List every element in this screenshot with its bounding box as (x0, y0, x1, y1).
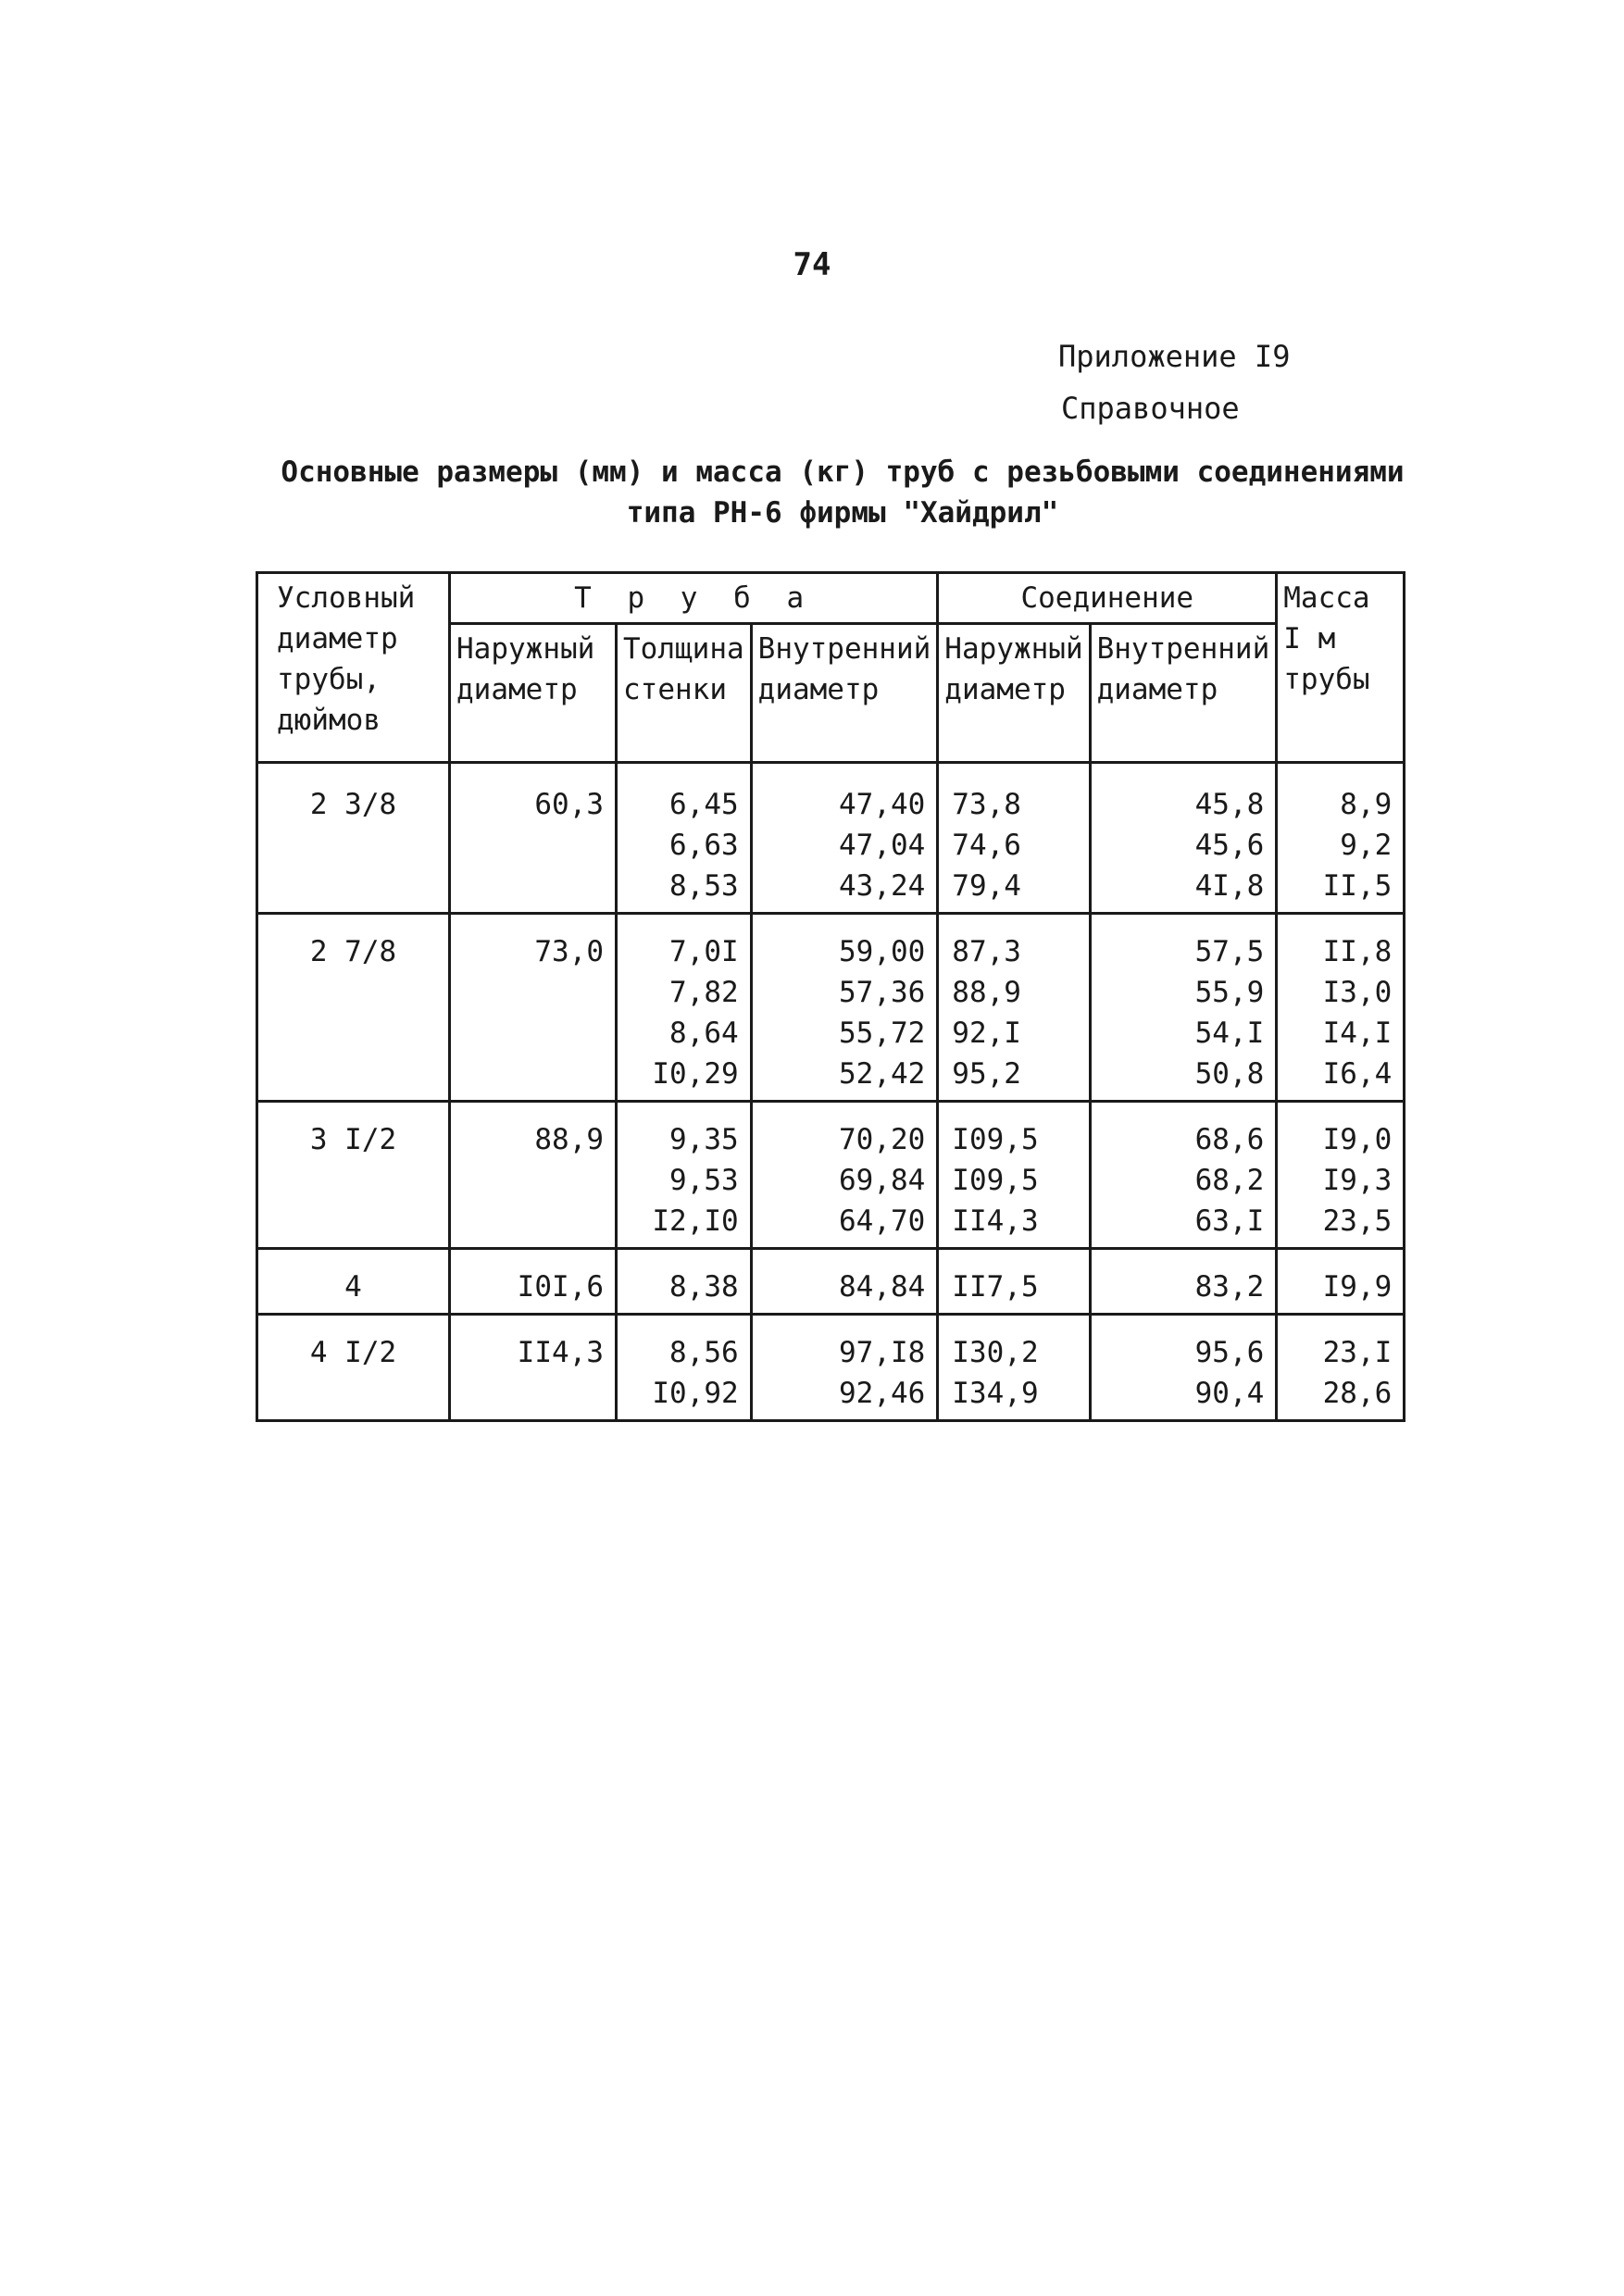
header-pipe-wall (617, 624, 752, 763)
mass-cell (1277, 1315, 1405, 1421)
pipe-wall-cell (617, 1249, 752, 1315)
cell-value: I0,92 (652, 1377, 739, 1410)
header-conditional-diameter (257, 573, 450, 763)
size-cell (257, 1315, 450, 1421)
size-value: 2 3/8 (309, 788, 397, 821)
cell-value: I0,29 (652, 1057, 739, 1091)
pipe-wall-cell (617, 1102, 752, 1249)
header-line: Толщина (623, 632, 744, 666)
cell-value: 8,53 (669, 869, 739, 903)
header-line: I м (1283, 622, 1336, 655)
pipe-outer-cell (450, 1249, 617, 1315)
table-caption (167, 452, 1518, 533)
cell-value: II4,3 (517, 1336, 604, 1369)
header-line: диаметр (944, 673, 1066, 706)
cell-value: 47,04 (838, 829, 926, 862)
mass-cell (1277, 1249, 1405, 1315)
cell-value: 73,0 (534, 935, 604, 968)
cell-value: I9,0 (1322, 1123, 1393, 1156)
size-cell (257, 1102, 450, 1249)
header-line: Внутренний (757, 632, 931, 666)
cell-value: 70,20 (838, 1123, 926, 1156)
cell-value: 23,I (1322, 1336, 1393, 1369)
size-value: 3 I/2 (309, 1123, 397, 1156)
joint-outer-cell (938, 763, 1090, 914)
pipe-outer-cell (450, 914, 617, 1102)
header-line: Внутренний (1096, 632, 1270, 666)
mass-cell (1277, 914, 1405, 1102)
cell-value: 83,2 (1194, 1270, 1265, 1304)
pipe-outer-cell (450, 1102, 617, 1249)
cell-value: 45,8 (1194, 788, 1265, 821)
header-row-1 (257, 573, 1405, 624)
joint-outer-cell (938, 1102, 1090, 1249)
cell-value: 97,I8 (838, 1336, 926, 1369)
cell-value: I3,0 (1322, 976, 1393, 1009)
header-mass (1277, 573, 1405, 763)
cell-value: II,5 (1322, 869, 1393, 903)
cell-value: 6,63 (669, 829, 739, 862)
joint-outer-cell (938, 914, 1090, 1102)
cell-value: 45,6 (1194, 829, 1265, 862)
cell-value: I30,2 (952, 1336, 1039, 1369)
cell-value: I09,5 (952, 1123, 1039, 1156)
cell-value: 4I,8 (1194, 869, 1265, 903)
size-value: 4 I/2 (309, 1336, 397, 1369)
cell-value: 6,45 (669, 788, 739, 821)
cell-value: I34,9 (952, 1377, 1039, 1410)
cell-value: I2,I0 (652, 1204, 739, 1238)
header-line: трубы, (277, 663, 381, 696)
size-value: 2 7/8 (309, 935, 397, 968)
cell-value: 55,72 (838, 1017, 926, 1050)
pipe-outer-cell (450, 1315, 617, 1421)
header-pipe-inner (751, 624, 938, 763)
joint-inner-cell (1090, 1249, 1277, 1315)
cell-value: II4,3 (952, 1204, 1039, 1238)
pipe-wall-cell (617, 1315, 752, 1421)
cell-value: 7,0I (669, 935, 739, 968)
caption-line-2: типа РН-6 фирмы "Хайдрил" (626, 496, 1059, 530)
size-cell (257, 763, 450, 914)
pipe-inner-cell (751, 1102, 938, 1249)
joint-inner-cell (1090, 1102, 1277, 1249)
cell-value: 92,46 (838, 1377, 926, 1410)
header-line: стенки (623, 673, 727, 706)
reference-label: Справочное (1061, 391, 1240, 426)
header-pipe-outer (450, 624, 617, 763)
header-line: Наружный (456, 632, 595, 666)
joint-inner-cell (1090, 914, 1277, 1102)
cell-value: 79,4 (952, 869, 1021, 903)
header-line: диаметр (757, 673, 880, 706)
cell-value: 9,35 (669, 1123, 739, 1156)
header-line: диаметр (277, 622, 398, 655)
joint-inner-cell (1090, 1315, 1277, 1421)
cell-value: 47,40 (838, 788, 926, 821)
cell-value: I0I,6 (517, 1270, 604, 1304)
cell-value: 63,I (1194, 1204, 1265, 1238)
cell-value: I09,5 (952, 1164, 1039, 1197)
header-line: диаметр (1096, 673, 1218, 706)
joint-outer-cell (938, 1249, 1090, 1315)
table-row (257, 1102, 1405, 1249)
header-pipe-group: Т р у б а (450, 573, 938, 624)
cell-value: II7,5 (952, 1270, 1039, 1304)
cell-value: 8,56 (669, 1336, 739, 1369)
cell-value: 9,2 (1340, 829, 1393, 862)
mass-cell (1277, 1102, 1405, 1249)
cell-value: 90,4 (1194, 1377, 1265, 1410)
cell-value: I9,9 (1322, 1270, 1393, 1304)
cell-value: 60,3 (534, 788, 604, 821)
cell-value: 43,24 (838, 869, 926, 903)
pipe-inner-cell (751, 1315, 938, 1421)
table-row (257, 914, 1405, 1102)
cell-value: 69,84 (838, 1164, 926, 1197)
header-line: Масса (1283, 581, 1370, 615)
appendix-label: Приложение I9 (1058, 339, 1291, 374)
header-joint-outer (938, 624, 1090, 763)
table-row (257, 1315, 1405, 1421)
cell-value: 50,8 (1194, 1057, 1265, 1091)
pipe-wall-cell (617, 763, 752, 914)
cell-value: 59,00 (838, 935, 926, 968)
cell-value: 95,2 (952, 1057, 1021, 1091)
cell-value: II,8 (1322, 935, 1393, 968)
header-joint-group: Соединение (938, 573, 1277, 624)
cell-value: 88,9 (952, 976, 1021, 1009)
cell-value: 73,8 (952, 788, 1021, 821)
cell-value: 28,6 (1322, 1377, 1393, 1410)
pipe-outer-cell (450, 763, 617, 914)
header-line: Наружный (944, 632, 1083, 666)
cell-value: 57,5 (1194, 935, 1265, 968)
cell-value: I6,4 (1322, 1057, 1393, 1091)
cell-value: I4,I (1322, 1017, 1393, 1050)
cell-value: 68,6 (1194, 1123, 1265, 1156)
joint-inner-cell (1090, 763, 1277, 914)
size-value: 4 (344, 1270, 362, 1304)
size-cell (257, 914, 450, 1102)
cell-value: 8,38 (669, 1270, 739, 1304)
cell-value: I9,3 (1322, 1164, 1393, 1197)
cell-value: 68,2 (1194, 1164, 1265, 1197)
cell-value: 64,70 (838, 1204, 926, 1238)
cell-value: 23,5 (1322, 1204, 1393, 1238)
cell-value: 95,6 (1194, 1336, 1265, 1369)
cell-value: 52,42 (838, 1057, 926, 1091)
cell-value: 84,84 (838, 1270, 926, 1304)
pipe-wall-cell (617, 914, 752, 1102)
cell-value: 88,9 (534, 1123, 604, 1156)
header-line: трубы (1283, 663, 1370, 696)
cell-value: 55,9 (1194, 976, 1265, 1009)
cell-value: 74,6 (952, 829, 1021, 862)
header-joint-inner (1090, 624, 1277, 763)
table-row (257, 1249, 1405, 1315)
mass-cell (1277, 763, 1405, 914)
cell-value: 92,I (952, 1017, 1021, 1050)
cell-value: 87,3 (952, 935, 1021, 968)
header-line: дюймов (277, 704, 381, 737)
cell-value: 7,82 (669, 976, 739, 1009)
pipe-inner-cell (751, 763, 938, 914)
pipe-inner-cell (751, 1249, 938, 1315)
pipe-dimensions-table (256, 571, 1405, 1422)
size-cell (257, 1249, 450, 1315)
table-row (257, 763, 1405, 914)
caption-line-1: Основные размеры (мм) и масса (кг) труб с резьбовыми соединениями (281, 455, 1405, 489)
joint-outer-cell (938, 1315, 1090, 1421)
cell-value: 8,64 (669, 1017, 739, 1050)
pipe-inner-cell (751, 914, 938, 1102)
cell-value: 9,53 (669, 1164, 739, 1197)
page-number: 74 (793, 246, 831, 283)
cell-value: 57,36 (838, 976, 926, 1009)
cell-value: 8,9 (1340, 788, 1393, 821)
cell-value: 54,I (1194, 1017, 1265, 1050)
header-line: Условный (277, 581, 416, 615)
header-line: диаметр (456, 673, 578, 706)
